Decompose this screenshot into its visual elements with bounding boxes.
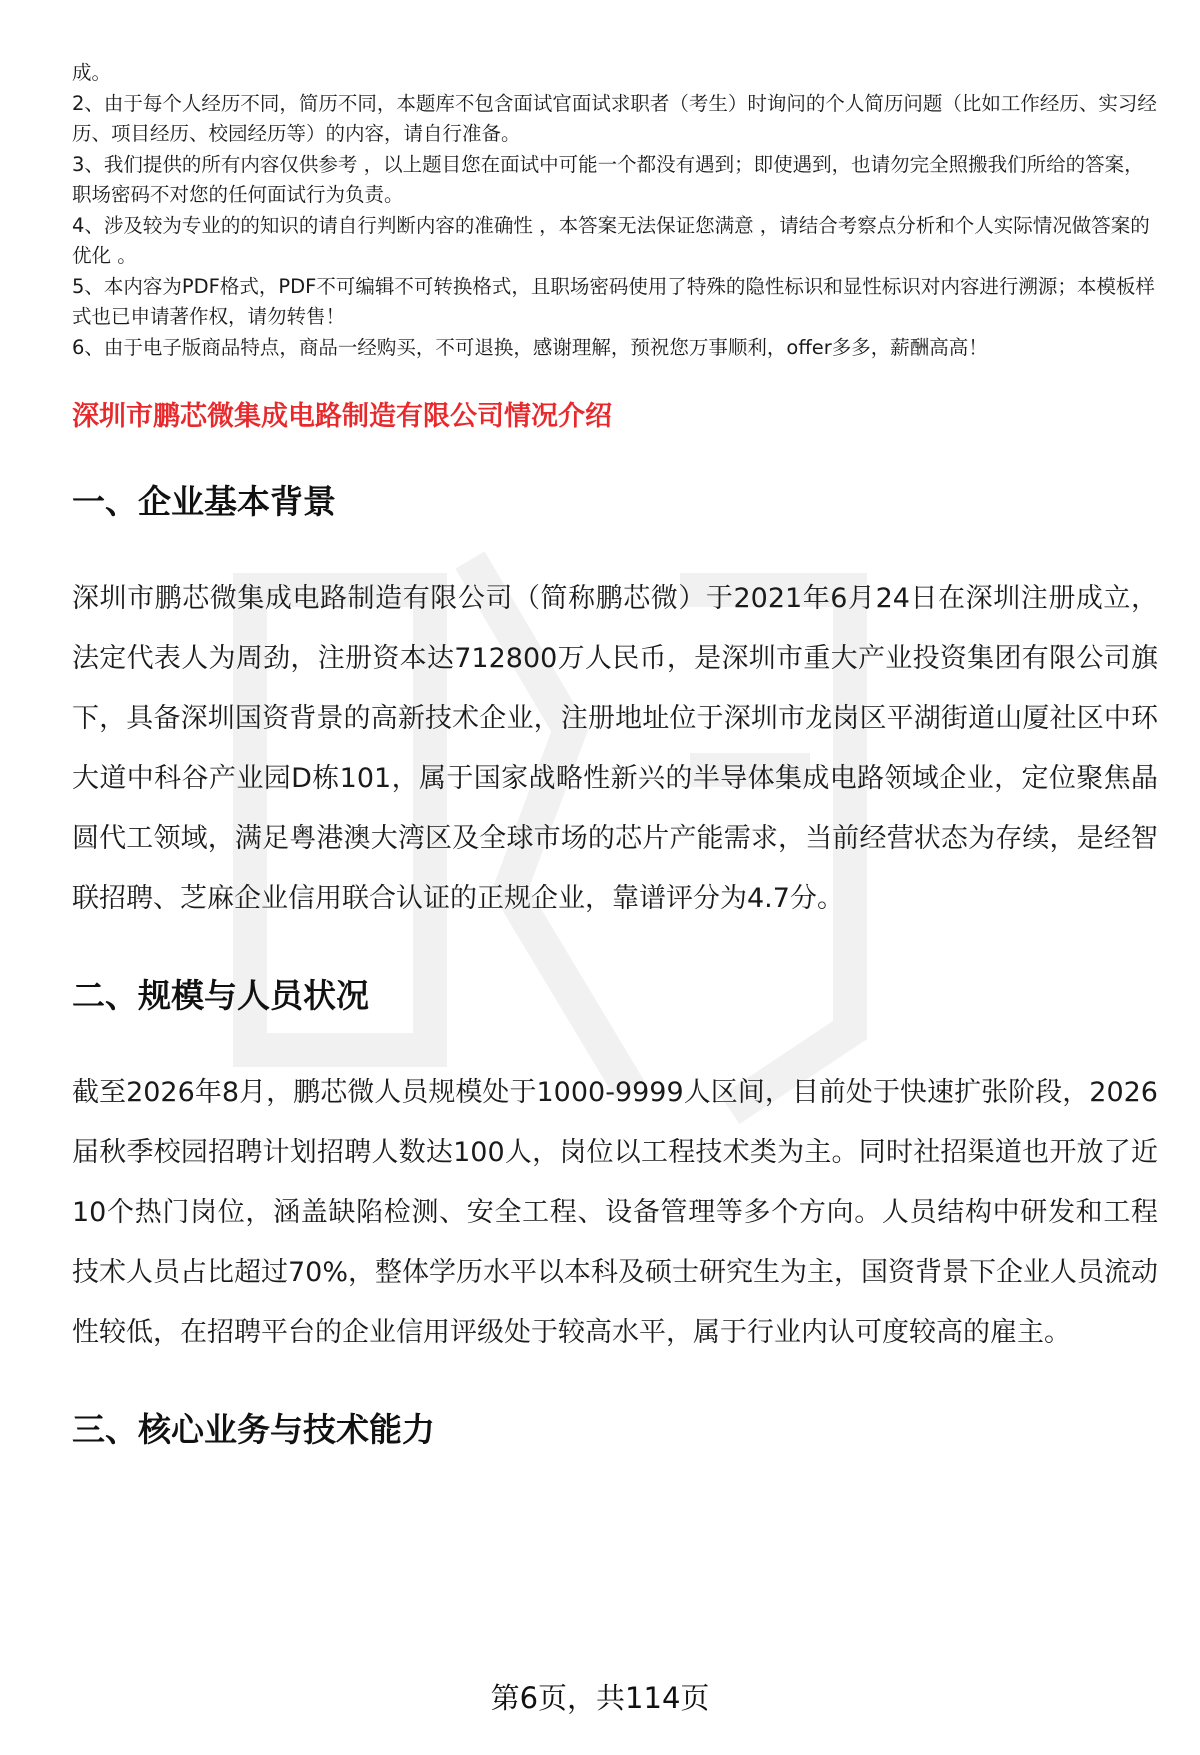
note-line: 2、由于每个人经历不同，简历不同，本题库不包含面试官面试求职者（考生）时询问的个人简历问题（比如工作经历、实习经历、项目经历、校园经历等）的内容，请自行准备。	[72, 91, 1157, 145]
note-line: 3、我们提供的所有内容仅供参考 ，以上题目您在面试中可能一个都没有遇到；即使遇到，也请勿完全照搬我们所给的答案，职场密码不对您的任何面试行为负责。	[72, 152, 1144, 206]
section-body-scale: 截至2026年8月，鹏芯微人员规模处于1000-9999人区间，目前处于快速扩张阶段，2026届秋季校园招聘计划招聘人数达100人，岗位以工程技术类为主。同时社招渠道也开放了近10个热门岗位，涵盖缺陷检测、安全工程、设备管理等多个方向。人员结构中研发和工程技术人员占比超过70%，整体学历水平以本科及硕士研究生为主，国资背景下企业人员流动性较低，在招聘平台的企业信用评级处于较高水平，属于行业内认可度较高的雇主。	[72, 1077, 1159, 1348]
section-heading-background: 一、企业基本背景	[72, 482, 336, 521]
notes-list	[72, 58, 1158, 363]
section-heading-business: 三、核心业务与技术能力	[72, 1410, 435, 1449]
note-line: 6、由于电子版商品特点，商品一经购买，不可退换，感谢理解，预祝您万事顺利，offer多多，薪酬高高！	[72, 335, 988, 359]
note-line: 5、本内容为PDF格式，PDF不可编辑不可转换格式，且职场密码使用了特殊的隐性标识和显性标识对内容进行溯源；本模板样式也已申请著作权，请勿转售！	[72, 274, 1155, 328]
company-title: 深圳市鹏芯微集成电路制造有限公司情况介绍	[72, 401, 612, 432]
section-body-background: 深圳市鹏芯微集成电路制造有限公司（简称鹏芯微）于2021年6月24日在深圳注册成立，法定代表人为周劲，注册资本达712800万人民币，是深圳市重大产业投资集团有限公司旗下，具备深圳国资背景的高新技术企业，注册地址位于深圳市龙岗区平湖街道山厦社区中环大道中科谷产业园D栋101，属于国家战略性新兴的半导体集成电路领域企业，定位聚焦晶圆代工领域，满足粤港澳大湾区及全球市场的芯片产能需求，当前经营状态为存续，是经智联招聘、芝麻企业信用联合认证的正规企业，靠谱评分为4.7分。	[72, 583, 1158, 914]
section-heading-scale: 二、规模与人员状况	[72, 976, 369, 1015]
note-line: 成。	[72, 61, 112, 84]
note-line: 4、涉及较为专业的的知识的请自行判断内容的准确性 ，本答案无法保证您满意 ，请结合考察点分析和个人实际情况做答案的优化 。	[72, 213, 1150, 267]
page-number: 第6页，共114页	[490, 1681, 710, 1715]
document-page	[72, 58, 1158, 1453]
